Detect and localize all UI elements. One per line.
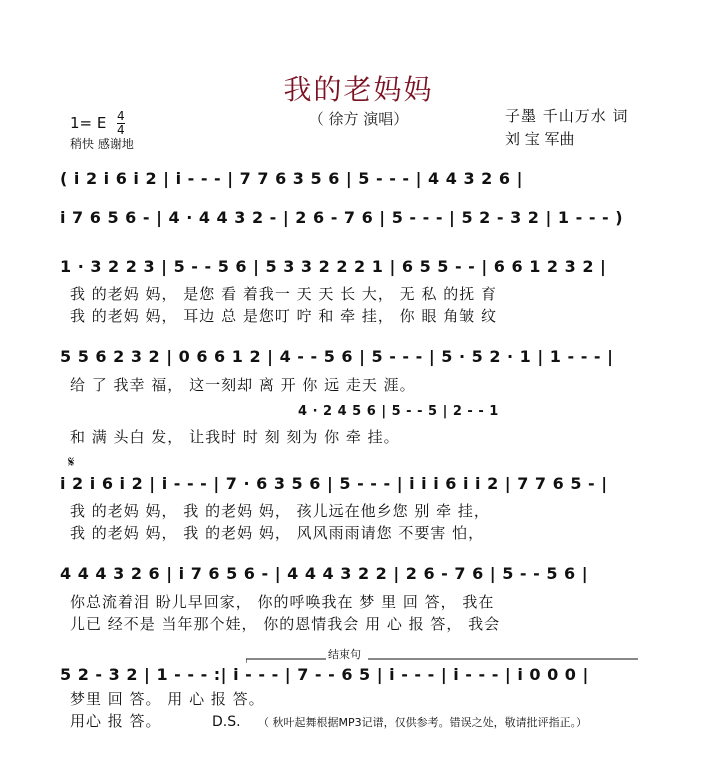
ds-marking: D.S. (212, 714, 241, 730)
singer-credit: （ 徐方 演唱） (308, 110, 409, 128)
lyric-line: 你总流着泪 盼儿早回家， 你的呼唤我在 梦 里 回 答， 我在 (70, 593, 495, 611)
segno-sign: 𝄋 (68, 453, 75, 471)
composer-credit: 刘 宝 军曲 (505, 130, 575, 148)
ending-label: 结束句 (328, 648, 361, 661)
notation-line-6: 4 4 4 3 2 6 | i 7 6 5 6 - | 4 4 4 3 2 2 | 2 6 - 7 6 | 5 - - 5 6 | (60, 564, 589, 583)
lyric-line: 儿已 经不是 当年那个娃， 你的恩情我会 用 心 报 答， 我会 (70, 615, 501, 633)
lyric-line: 给 了 我幸 福， 这一刻却 离 开 你 远 走天 涯。 (70, 376, 416, 394)
notation-line-5: i 2 i 6 i 2 | i - - - | 7 · 6 3 5 6 | 5 - - - | i i i 6 i i 2 | 7 7 6 5 - | (60, 474, 608, 493)
song-title: 我的老妈妈 (283, 73, 434, 106)
notation-line-4: 5 5 6 2 3 2 | 0 6 6 1 2 | 4 - - 5 6 | 5 - - - | 5 · 5 2 · 1 | 1 - - - | (60, 347, 614, 366)
footnote: （ 秋叶起舞根据MP3记谱，仅供参考。错误之处，敬请批评指正。） (258, 716, 588, 729)
tempo-marking: 稍快 感谢地 (70, 137, 134, 151)
ending-bracket (246, 649, 641, 663)
lyric-line: 我 的老妈 妈， 耳边 总 是您叮 咛 和 牵 挂， 你 眼 角皱 纹 (70, 307, 497, 325)
time-signature-top: 4 (117, 109, 125, 123)
key-signature: 1= E (70, 114, 107, 132)
lyric-line: 我 的老妈 妈， 我 的老妈 妈， 风风雨雨请您 不要害 怕， (70, 524, 485, 542)
lyric-line: 梦里 回 答。 用 心 报 答。 (70, 690, 265, 708)
notation-line-4b: 4 · 2 4 5 6 | 5 - - 5 | 2 - - 1 (298, 404, 499, 419)
notation-line-2: i 7 6 5 6 - | 4 · 4 4 3 2 - | 2 6 - 7 6 | 5 - - - | 5 2 - 3 2 | 1 - - - ) (60, 208, 624, 227)
lyric-line: 我 的老妈 妈， 我 的老妈 妈， 孩儿远在他乡您 别 牵 挂， (70, 502, 490, 520)
lyric-line: 我 的老妈 妈， 是您 看 着我一 天 天 长 大， 无 私 的抚 育 (70, 285, 497, 303)
lyric-line: 和 满 头白 发， 让我时 时 刻 刻为 你 牵 挂。 (70, 428, 400, 446)
notation-line-1: ( i 2 i 6 i 2 | i - - - | 7 7 6 3 5 6 | 5 - - - | 4 4 3 2 6 | (60, 169, 523, 188)
lyric-line: 用心 报 答。 (70, 712, 162, 730)
time-signature-bottom: 4 (117, 123, 125, 137)
notation-line-7: 5 2 - 3 2 | 1 - - - :| i - - - | 7 - - 6 5 | i - - - | i - - - | i 0 0 0 | (60, 665, 589, 684)
lyricist-credit: 子墨 千山万水 词 (505, 107, 629, 125)
notation-line-3: 1 · 3 2 2 3 | 5 - - 5 6 | 5 3 3 2 2 2 1 | 6 5 5 - - | 6 6 1 2 3 2 | (60, 257, 607, 276)
